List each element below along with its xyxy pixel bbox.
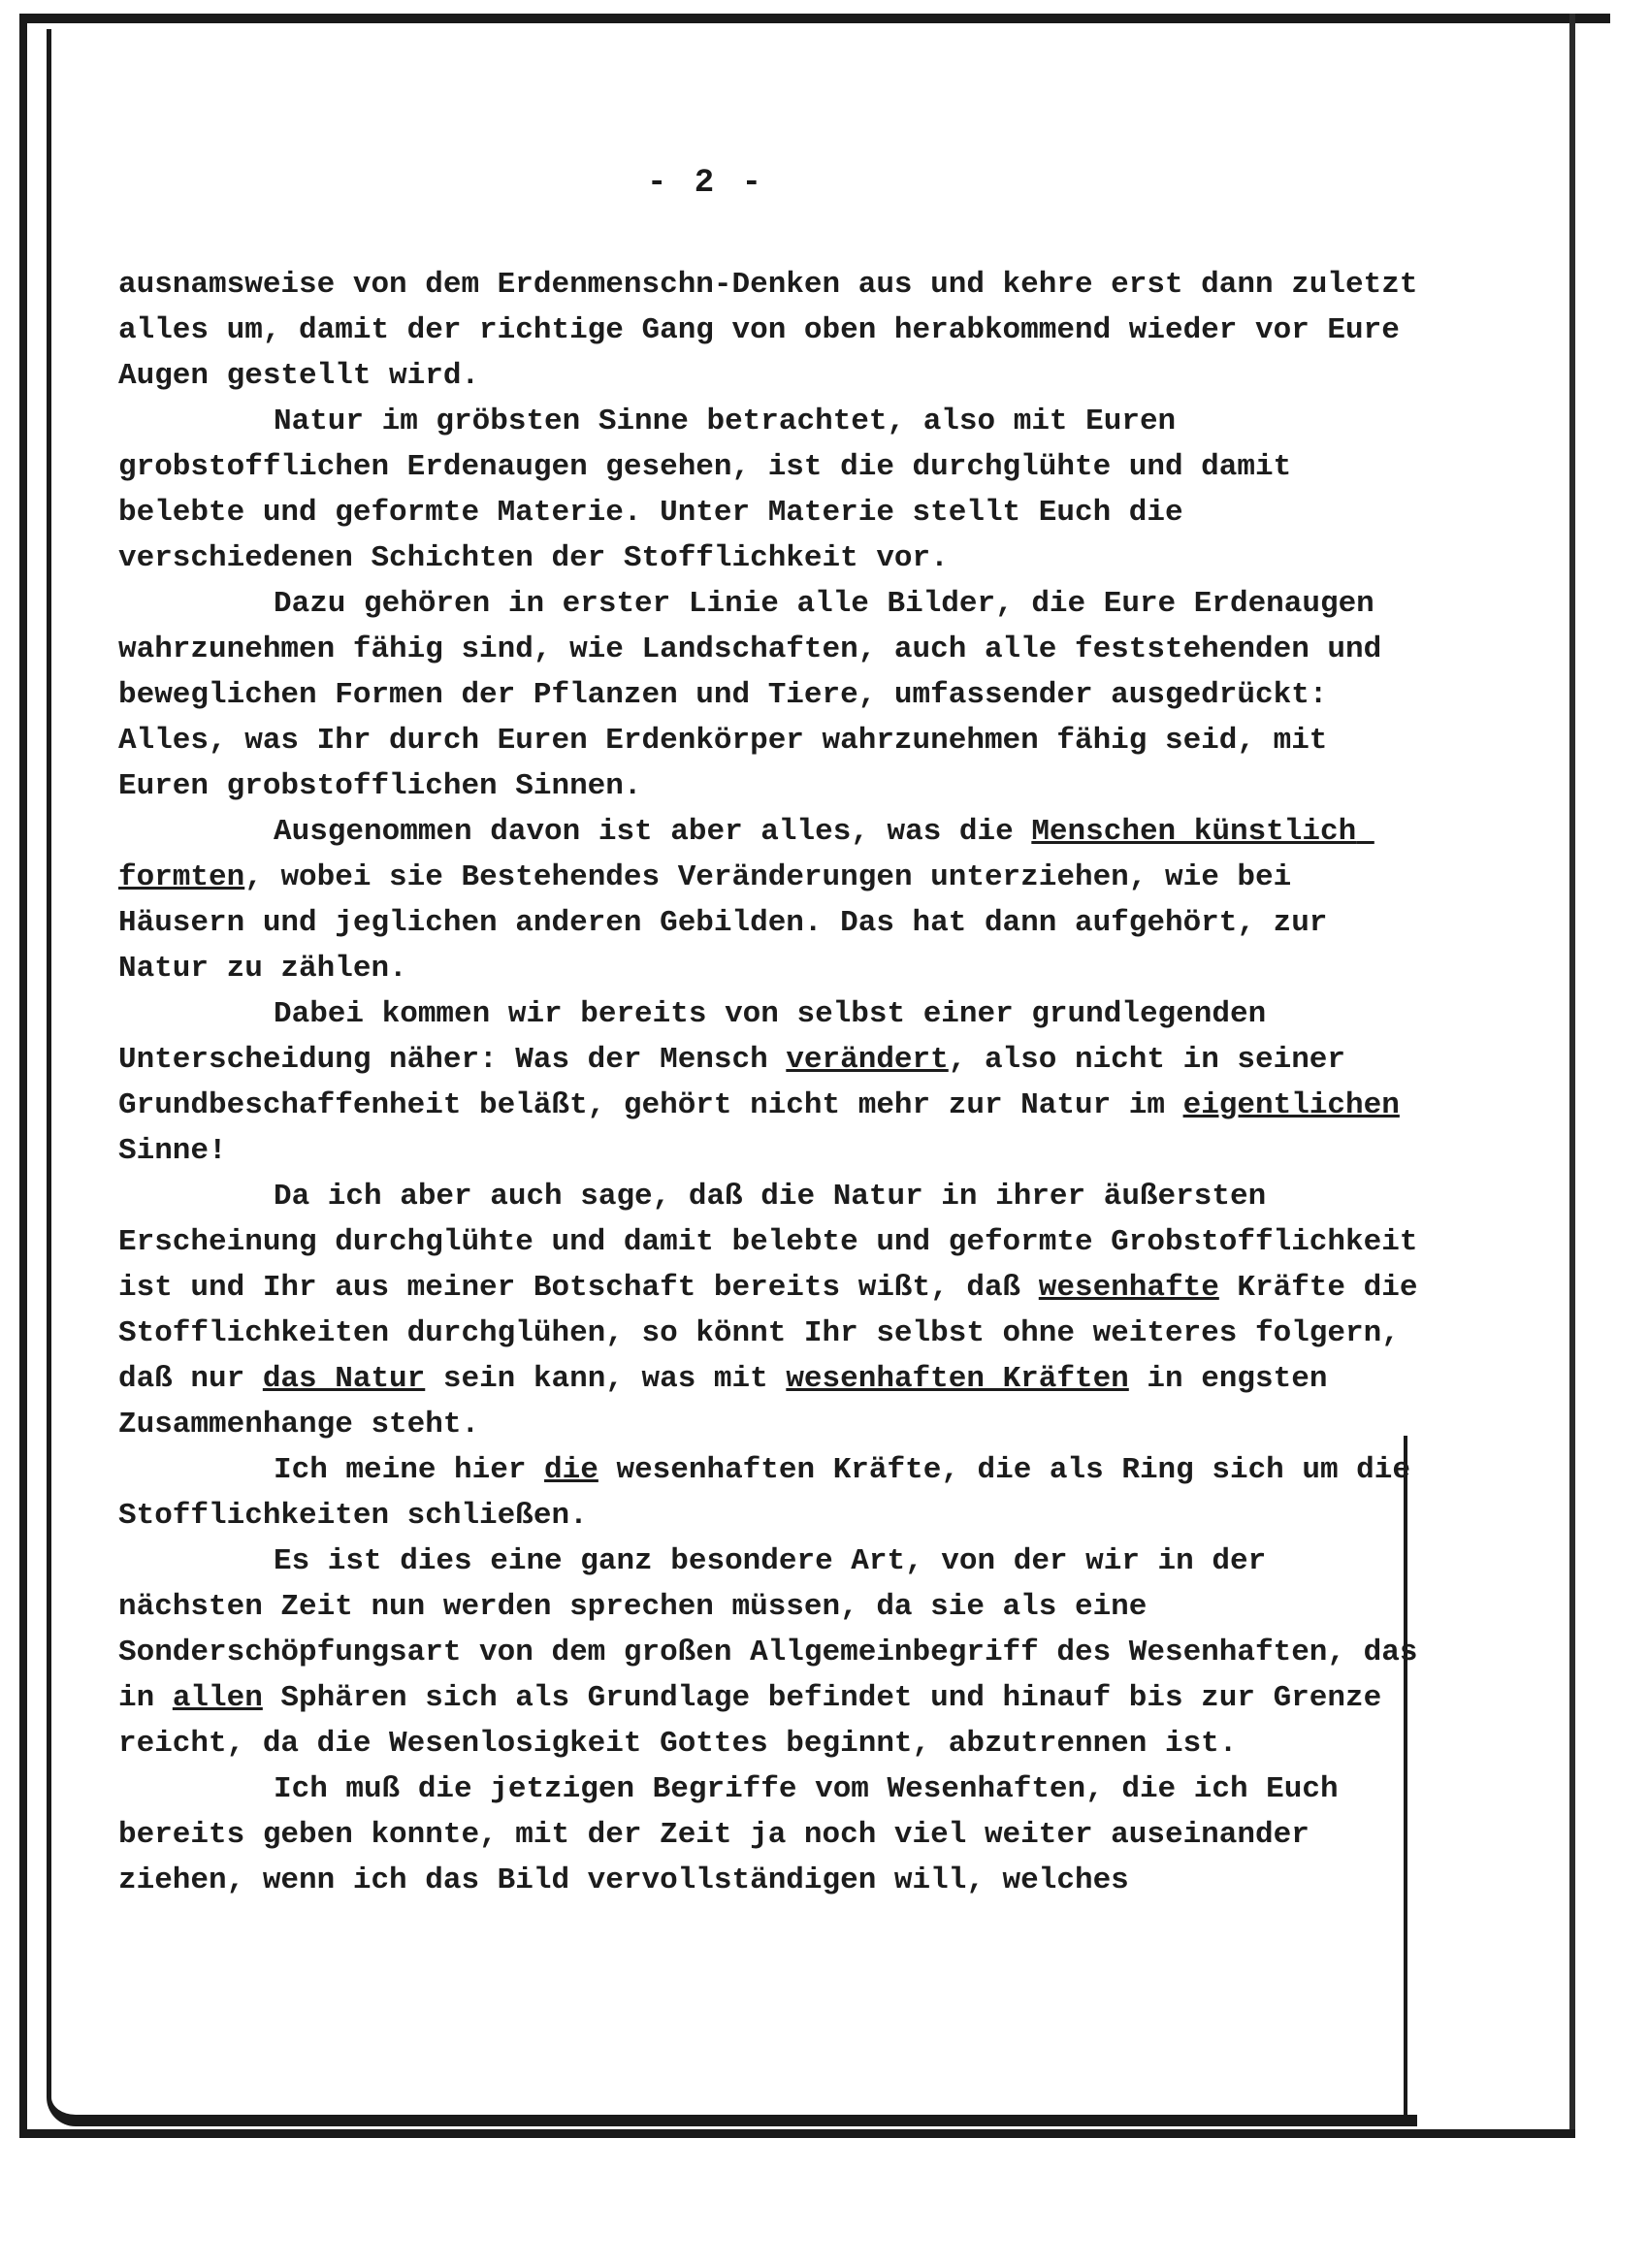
paragraph-4 bbox=[118, 809, 1418, 991]
paragraph-3: Dazu gehören in erster Linie alle Bilder, die Eure Erdenaugen wahrzunehmen fähig sind, wie Landschaften, auch alle feststehenden und beweglichen Formen der Pflanzen und Tiere, umfassender ausgedrückt: Alles, was Ihr durch Euren Erdenkörper wahrzunehmen fähig seid, mit Euren grobstofflichen Sinnen. bbox=[118, 587, 1400, 803]
paragraph-2: Natur im gröbsten Sinne betrachtet, also mit Euren grobstofflichen Erdenaugen gesehen, ist die durchglühte und damit belebte und geformte Materie. Unter Materie stellt Euch die verschiedenen Schichten der Stofflichkeit vor. bbox=[118, 405, 1310, 575]
scan-border-bottom bbox=[19, 2129, 1575, 2138]
underlined-word: die bbox=[544, 1453, 598, 1487]
paragraph-6-text-c: sein kann, was mit bbox=[425, 1362, 787, 1396]
document-text bbox=[118, 262, 1437, 1903]
paragraph-8-text-a: Es ist dies eine ganz besondere Art, von der wir in der nächsten Zeit nun werden sprechen müssen, da sie als eine Sonderschöpfungsart von dem großen Allgemeinbegriff des Wesenhaften, das in bbox=[118, 1544, 1437, 1715]
underlined-word: eigentlichen bbox=[1182, 1088, 1400, 1122]
paragraph-7-text-a: Ich meine hier bbox=[274, 1453, 545, 1487]
paragraph-5-text-b: , also nicht in seiner Grundbeschaffenheit beläßt, gehört nicht mehr zur Natur im bbox=[118, 1043, 1364, 1122]
underlined-word: allen bbox=[172, 1681, 263, 1715]
paragraph-8-text-b: Sphären sich als Grundlage befindet und hinauf bis zur Grenze reicht, da die Wesenlosigkeit Gottes beginnt, abzutrennen ist. bbox=[118, 1681, 1400, 1761]
paragraph-5-text-a: Dabei kommen wir bereits von selbst einer grundlegenden Unterscheidung näher: Was der Mensch bbox=[118, 997, 1284, 1077]
paragraph-7 bbox=[118, 1447, 1429, 1539]
page-number: - 2 - bbox=[646, 165, 766, 202]
paragraph-6 bbox=[118, 1174, 1437, 1447]
paragraph-5 bbox=[118, 991, 1418, 1174]
paragraph-6-text-d: in engsten Zusammenhange steht. bbox=[118, 1362, 1346, 1442]
underlined-phrase: das Natur bbox=[262, 1362, 426, 1396]
paragraph-4-text-a: Ausgenommen davon ist aber alles, was die bbox=[274, 815, 1032, 849]
paragraph-6-text-b: Kräfte die Stofflichkeiten durchglühen, so könnt Ihr selbst ohne weiteres folgern, daß nur bbox=[118, 1271, 1437, 1396]
scan-border-top bbox=[19, 14, 1610, 23]
paragraph-7-text-b: wesenhaften Kräfte, die als Ring sich um die Stofflichkeiten schließen. bbox=[118, 1453, 1429, 1533]
paragraph-5-text-c: Sinne! bbox=[118, 1088, 1418, 1168]
underlined-phrase: Menschen künstlich formten bbox=[118, 815, 1374, 894]
underlined-phrase: wesenhaften Kräften bbox=[786, 1362, 1129, 1396]
paragraph-6-text-a: Da ich aber auch sage, daß die Natur in ihrer äußersten Erscheinung durchglühte und damit belebte und geformte Grobstofflichkeit ist und Ihr aus meiner Botschaft bereits wißt, daß bbox=[118, 1180, 1437, 1305]
scan-border-right bbox=[1569, 14, 1575, 2138]
scan-border-left bbox=[19, 14, 27, 2138]
paragraph-9: Ich muß die jetzigen Begriffe vom Wesenhaften, die ich Euch bereits geben konnte, mit der Zeit ja noch viel weiter auseinander ziehen, wenn ich das Bild vervollständigen will, welches bbox=[118, 1772, 1357, 1897]
paragraph-1: ausnamsweise von dem Erdenmenschn-Denken aus und kehre erst dann zuletzt alles um, damit der richtige Gang von oben herabkommend wieder vor Eure Augen gestellt wird. bbox=[118, 268, 1437, 393]
underlined-word: wesenhafte bbox=[1038, 1271, 1219, 1305]
paragraph-4-text-b: , wobei sie Bestehendes Veränderungen unterziehen, wie bei Häusern und jeglichen anderen Gebilden. Das hat dann aufgehört, zur Natur zu zählen. bbox=[118, 860, 1346, 986]
underlined-word: verändert bbox=[786, 1043, 949, 1077]
paragraph-8 bbox=[118, 1539, 1437, 1766]
